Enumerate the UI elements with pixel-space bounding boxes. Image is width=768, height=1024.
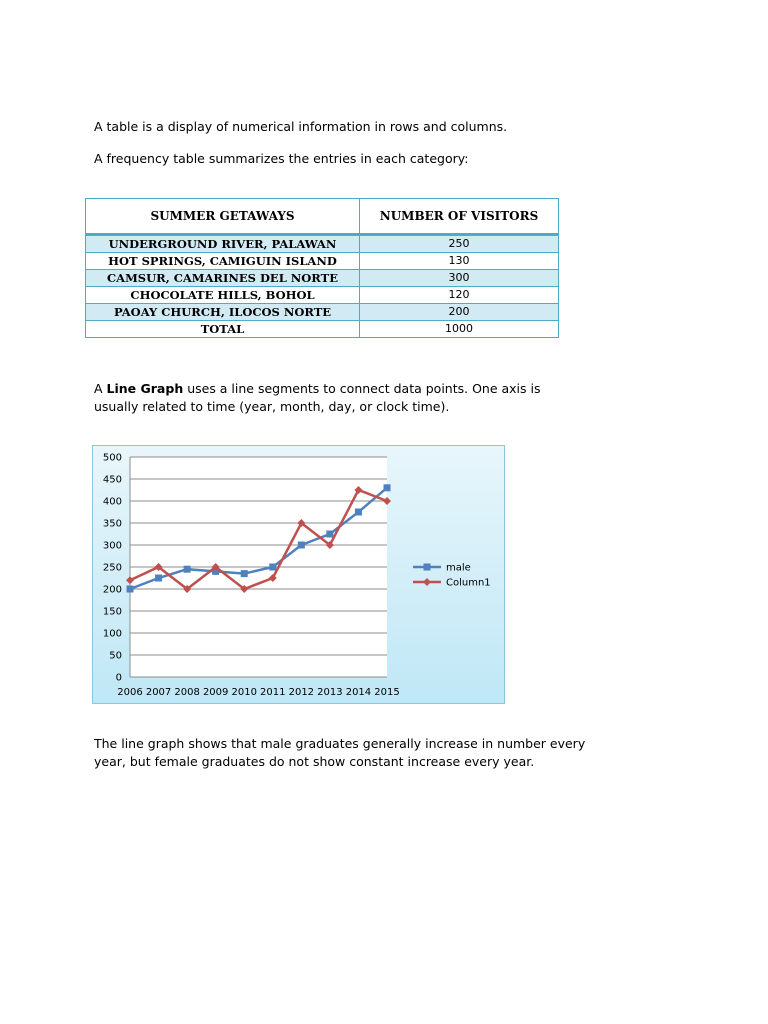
data-point: [384, 484, 391, 491]
intro-line-2: A frequency table summarizes the entries in each category:: [94, 151, 469, 166]
x-tick-label: 2010: [231, 687, 257, 698]
total-value: 1000: [360, 321, 559, 338]
row-name: UNDERGROUND RIVER, PALAWAN: [86, 235, 360, 253]
x-tick-label: 2015: [374, 687, 400, 698]
y-tick-label: 50: [109, 650, 122, 662]
table-row: [86, 287, 559, 304]
data-point: [127, 586, 134, 593]
table-header-row: [86, 199, 559, 235]
data-point: [241, 570, 248, 577]
row-name: CAMSUR, CAMARINES DEL NORTE: [86, 270, 360, 287]
data-point: [155, 575, 162, 582]
x-tick-label: 2008: [174, 687, 200, 698]
data-point: [326, 531, 333, 538]
row-name: HOT SPRINGS, CAMIGUIN ISLAND: [86, 253, 360, 270]
table-row: [86, 304, 559, 321]
line-graph-rest: uses a line segments to connect data points. One axis is usually related to time (year, month, day, or clock time).: [94, 381, 541, 414]
x-tick-label: 2009: [202, 687, 229, 698]
y-tick-label: 300: [102, 540, 122, 552]
line-chart-svg: [93, 446, 504, 703]
table-row: [86, 270, 559, 287]
x-tick-label: 2006: [117, 687, 143, 698]
data-point: [184, 566, 191, 573]
legend-label: Column1: [446, 577, 491, 589]
total-label: TOTAL: [86, 321, 360, 338]
row-name: CHOCOLATE HILLS, BOHOL: [86, 287, 360, 304]
conclusion-text: The line graph shows that male graduates generally increase in number every year, but female graduates do not show constant increase every year.: [94, 736, 586, 769]
data-point: [355, 509, 362, 516]
x-tick-label: 2014: [345, 687, 372, 698]
data-point: [269, 564, 276, 571]
y-tick-label: 100: [102, 628, 122, 640]
row-value: 200: [360, 304, 559, 321]
y-tick-label: 500: [102, 452, 122, 464]
line-chart: [92, 445, 505, 704]
y-tick-label: 450: [102, 474, 122, 486]
line-graph-term: Line Graph: [106, 381, 184, 396]
x-tick-label: 2007: [145, 687, 172, 698]
table-row: [86, 253, 559, 270]
y-tick-label: 350: [102, 518, 122, 530]
data-point: [298, 542, 305, 549]
x-tick-label: 2012: [288, 687, 315, 698]
header-summer-getaways: SUMMER GETAWAYS: [86, 199, 360, 235]
table-row-total: [86, 321, 559, 338]
intro-line-1: A table is a display of numerical information in rows and columns.: [94, 119, 508, 134]
table-row: [86, 235, 559, 253]
frequency-table: [85, 198, 559, 338]
legend-marker: [423, 578, 431, 586]
legend-label: male: [446, 562, 471, 574]
row-value: 300: [360, 270, 559, 287]
line-graph-prefix: A: [94, 381, 107, 396]
row-value: 130: [360, 253, 559, 270]
row-value: 250: [360, 235, 559, 253]
y-tick-label: 0: [115, 672, 122, 684]
y-tick-label: 150: [102, 606, 122, 618]
x-tick-label: 2013: [317, 687, 343, 698]
header-number-of-visitors: NUMBER OF VISITORS: [360, 199, 559, 235]
legend-marker: [424, 564, 431, 571]
x-tick-label: 2011: [260, 687, 286, 698]
y-tick-label: 200: [102, 584, 122, 596]
y-tick-label: 250: [102, 562, 122, 574]
y-tick-label: 400: [102, 496, 122, 508]
row-value: 120: [360, 287, 559, 304]
row-name: PAOAY CHURCH, ILOCOS NORTE: [86, 304, 360, 321]
line-graph-description: [94, 380, 564, 416]
